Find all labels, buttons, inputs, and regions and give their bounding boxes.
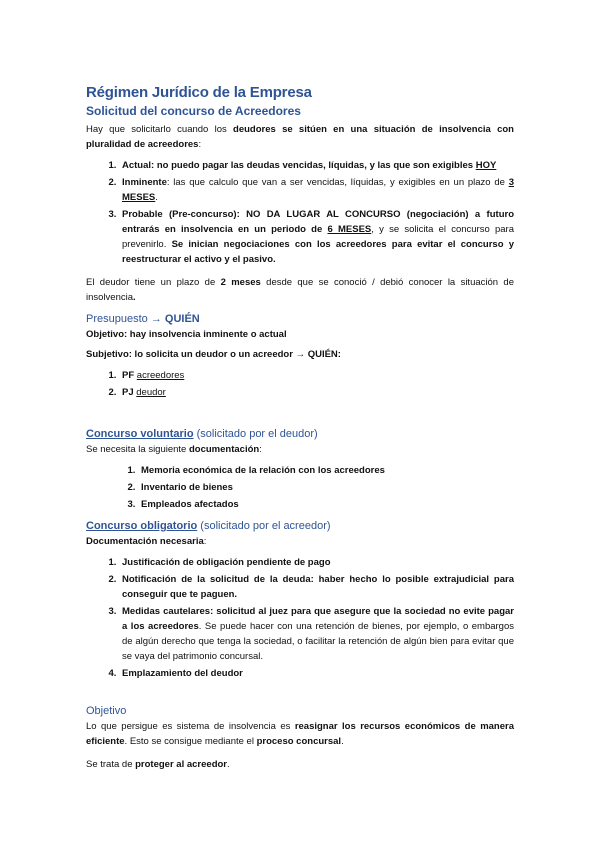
list-item-pj: [119, 385, 514, 400]
arrow-right-icon: →: [150, 313, 162, 325]
section-title-solicitud: Solicitud del concurso de Acreedores: [86, 104, 301, 118]
voluntario-intro-bold: documentación: [188, 444, 260, 455]
objetivo-line: Objetivo: hay insolvencia inminente o actual: [86, 329, 287, 340]
subjetivo-line: [86, 347, 514, 362]
list-item: 2. Inventario de bienes: [138, 480, 514, 495]
presupuesto-heading: [86, 313, 514, 325]
presupuesto-list: [86, 368, 514, 400]
list-item: 3. Empleados afectados: [138, 497, 514, 512]
subjetivo-text: Subjetivo: lo solicita un deudor o un acreedor: [86, 349, 296, 360]
obligatorio-title: Concurso obligatorio: [86, 520, 198, 532]
list-item: 4. Emplazamiento del deudor: [119, 666, 514, 681]
pj-value: deudor: [136, 387, 166, 398]
plazo-bold: 2 meses: [220, 277, 261, 288]
obligatorio-subtitle: (solicitado por el acreedor): [197, 520, 331, 532]
actual-text: Actual: no puedo pagar las deudas vencidas, líquidas, y las que son exigibles: [122, 160, 476, 171]
voluntario-intro-colon: :: [259, 444, 262, 455]
actual-hoy: HOY: [475, 160, 497, 171]
voluntario-title: Concurso voluntario: [86, 428, 194, 440]
list-item-inminente: [119, 175, 514, 205]
intro-text-1: Hay que solicitarlo cuando los: [86, 124, 234, 135]
proteger-bold: proteger al acreedor: [135, 759, 227, 770]
obligatorio-heading: [86, 520, 514, 532]
document-title: Régimen Jurídico de la Empresa: [86, 84, 312, 101]
obligatorio-intro-text: Documentación necesaria: [86, 536, 204, 547]
objetivo-heading: Objetivo: [86, 705, 127, 717]
document-page: [86, 84, 514, 772]
subjetivo-quien: QUIÉN:: [305, 349, 341, 360]
objetivo-text-3: .: [341, 736, 344, 747]
proteger-paragraph: [86, 757, 514, 772]
pf-value: acreedores: [136, 370, 185, 381]
list-item: 1. Justificación de obligación pendiente de pago: [119, 555, 514, 570]
inminente-text: : las que calculo que van a ser vencidas, líquidas, y exigibles en un plazo de: [166, 177, 509, 188]
plazo-paragraph: [86, 275, 514, 305]
plazo-text-1: El deudor tiene un plazo de: [86, 277, 221, 288]
pj-label: PJ: [122, 387, 137, 398]
medidas-bold: Medidas cautelares: solicitud al juez para que asegure que la sociedad no evite pagar a los acreedores: [122, 606, 514, 632]
objetivo-text-2: . Esto se consigue mediante el: [124, 736, 257, 747]
presupuesto-label: Presupuesto: [86, 313, 151, 325]
list-item-probable: [119, 207, 514, 267]
inminente-dot: .: [155, 192, 158, 203]
inminente-label: Inminente: [122, 177, 167, 188]
probable-6meses: 6 MESES: [327, 224, 372, 235]
list-item-actual: [119, 158, 514, 173]
intro-paragraph: [86, 122, 514, 152]
voluntario-intro: [86, 442, 514, 457]
list-item: 1. Memoria económica de la relación con los acreedores: [138, 463, 514, 478]
situations-list: [86, 158, 514, 267]
intro-text-2: :: [198, 139, 202, 150]
plazo-text-2: desde que se conoció / debió conocer la situación de insolvencia: [86, 277, 514, 303]
probable-text-2: , y se solicita el concurso para prevenirlo.: [122, 224, 514, 250]
probable-text: Probable (Pre-concurso): NO DA LUGAR AL CONCURSO (negociación) a futuro entrarás en insolvencia en un periodo de: [122, 209, 514, 235]
inminente-3meses: 3 MESES: [122, 177, 514, 203]
pf-label: PF: [122, 370, 137, 381]
list-item: 2. Notificación de la solicitud de la deuda: haber hecho lo posible extrajudicial para conseguir que te paguen.: [119, 572, 514, 602]
probable-bold-2: Se inician negociaciones con los acreedores para evitar el concurso y reestructurar el activo y el pasivo.: [122, 239, 514, 265]
voluntario-subtitle: (solicitado por el deudor): [193, 428, 318, 440]
presupuesto-quien: QUIÉN: [164, 313, 200, 325]
voluntario-intro-text: Se necesita la siguiente: [86, 444, 189, 455]
objetivo-bold-2: proceso concursal: [256, 736, 342, 747]
list-item: [119, 604, 514, 664]
obligatorio-list: [86, 555, 514, 681]
objetivo-bold-1: reasignar los recursos económicos de manera eficiente: [86, 721, 514, 747]
list-item-pf: [119, 368, 514, 383]
voluntario-list: [86, 463, 514, 512]
arrow-right-icon: →: [295, 349, 306, 360]
objetivo-text-1: Lo que persigue es sistema de insolvencia es: [86, 721, 295, 732]
obligatorio-intro: [86, 534, 514, 549]
objetivo-paragraph: [86, 719, 514, 749]
intro-bold: deudores se sitúen en una situación de insolvencia con pluralidad de acreedores: [86, 124, 514, 150]
voluntario-heading: [86, 428, 514, 440]
medidas-text: . Se puede hacer con una retención de bienes, por ejemplo, o embargos de algún derecho que tenga la sociedad, o facilitar la retención de algún bien para evitar que se vaya del patrimonio concursal.: [122, 621, 514, 662]
proteger-text: Se trata de: [86, 759, 136, 770]
obligatorio-intro-colon: :: [203, 536, 207, 547]
plazo-dot: .: [133, 292, 136, 303]
proteger-dot: .: [227, 759, 230, 770]
